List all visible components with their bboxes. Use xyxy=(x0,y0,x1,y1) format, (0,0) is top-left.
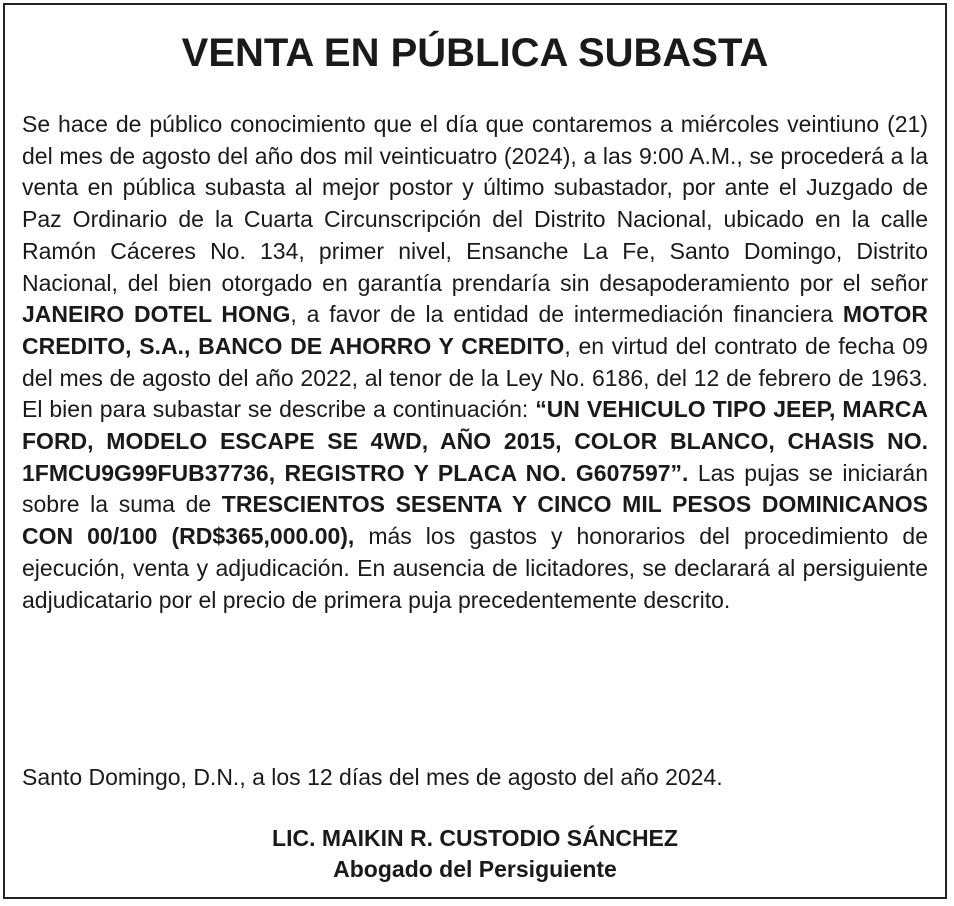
debtor-name: JANEIRO DOTEL HONG xyxy=(22,301,291,328)
body-creditor-intro: , a favor de la entidad de intermediación financiera xyxy=(290,301,843,328)
notice-title: VENTA EN PÚBLICA SUBASTA xyxy=(181,31,769,75)
notice-body xyxy=(22,109,928,616)
auction-notice xyxy=(3,3,947,899)
body-closing: más los gastos y honorarios del procedimiento de ejecución, venta y adjudicación. En ausencia de licitadores, se declarará al persiguiente adjudicatario por el precio de primera puja precedentemente descrito. xyxy=(22,523,928,613)
creditor-name: MOTOR CREDITO, S.A., BANCO DE AHORRO Y CREDITO xyxy=(22,301,929,359)
body-bid-intro: Las pujas se iniciarán sobre la suma de xyxy=(22,459,929,518)
signature-block xyxy=(5,823,945,885)
starting-amount: TRESCIENTOS SESENTA Y CINCO MIL PESOS DOMINICANOS CON 00/100 (RD$365,000.00), xyxy=(22,491,928,550)
signatory-name: LIC. MAIKIN R. CUSTODIO SÁNCHEZ xyxy=(272,825,678,851)
body-contract: , en virtud del contrato de fecha 09 del mes de agosto del año 2022, al tenor de la Ley No. 6186, del 12 de febrero de 1963. El bien para subastar se describe a continuación: xyxy=(22,332,928,423)
vehicle-description: “UN VEHICULO TIPO JEEP, MARCA FORD, MODELO ESCAPE SE 4WD, AÑO 2015, COLOR BLANCO, CHASIS NO. 1FMCU9G99FUB37736, REGISTRO Y PLACA NO. G607597”. xyxy=(22,396,928,486)
signatory-role: Abogado del Persiguiente xyxy=(333,856,617,882)
body-intro: Se hace de público conocimiento que el día que contaremos a miércoles veintiuno (21) del mes de agosto del año dos mil veinticuatro (2024), a las 9:00 A.M., se procederá a la venta en pública subasta al mejor postor y último subastador, por ante el Juzgado de Paz Ordinario de la Cuarta Circunscripción del Distrito Nacional, ubicado en la calle Ramón Cáceres No. 134, primer nivel, Ensanche La Fe, Santo Domingo, Distrito Nacional, del bien otorgado en garantía prendaría sin desapoderamiento por el señor xyxy=(22,111,928,296)
date-line: Santo Domingo, D.N., a los 12 días del mes de agosto del año 2024. xyxy=(22,764,723,790)
